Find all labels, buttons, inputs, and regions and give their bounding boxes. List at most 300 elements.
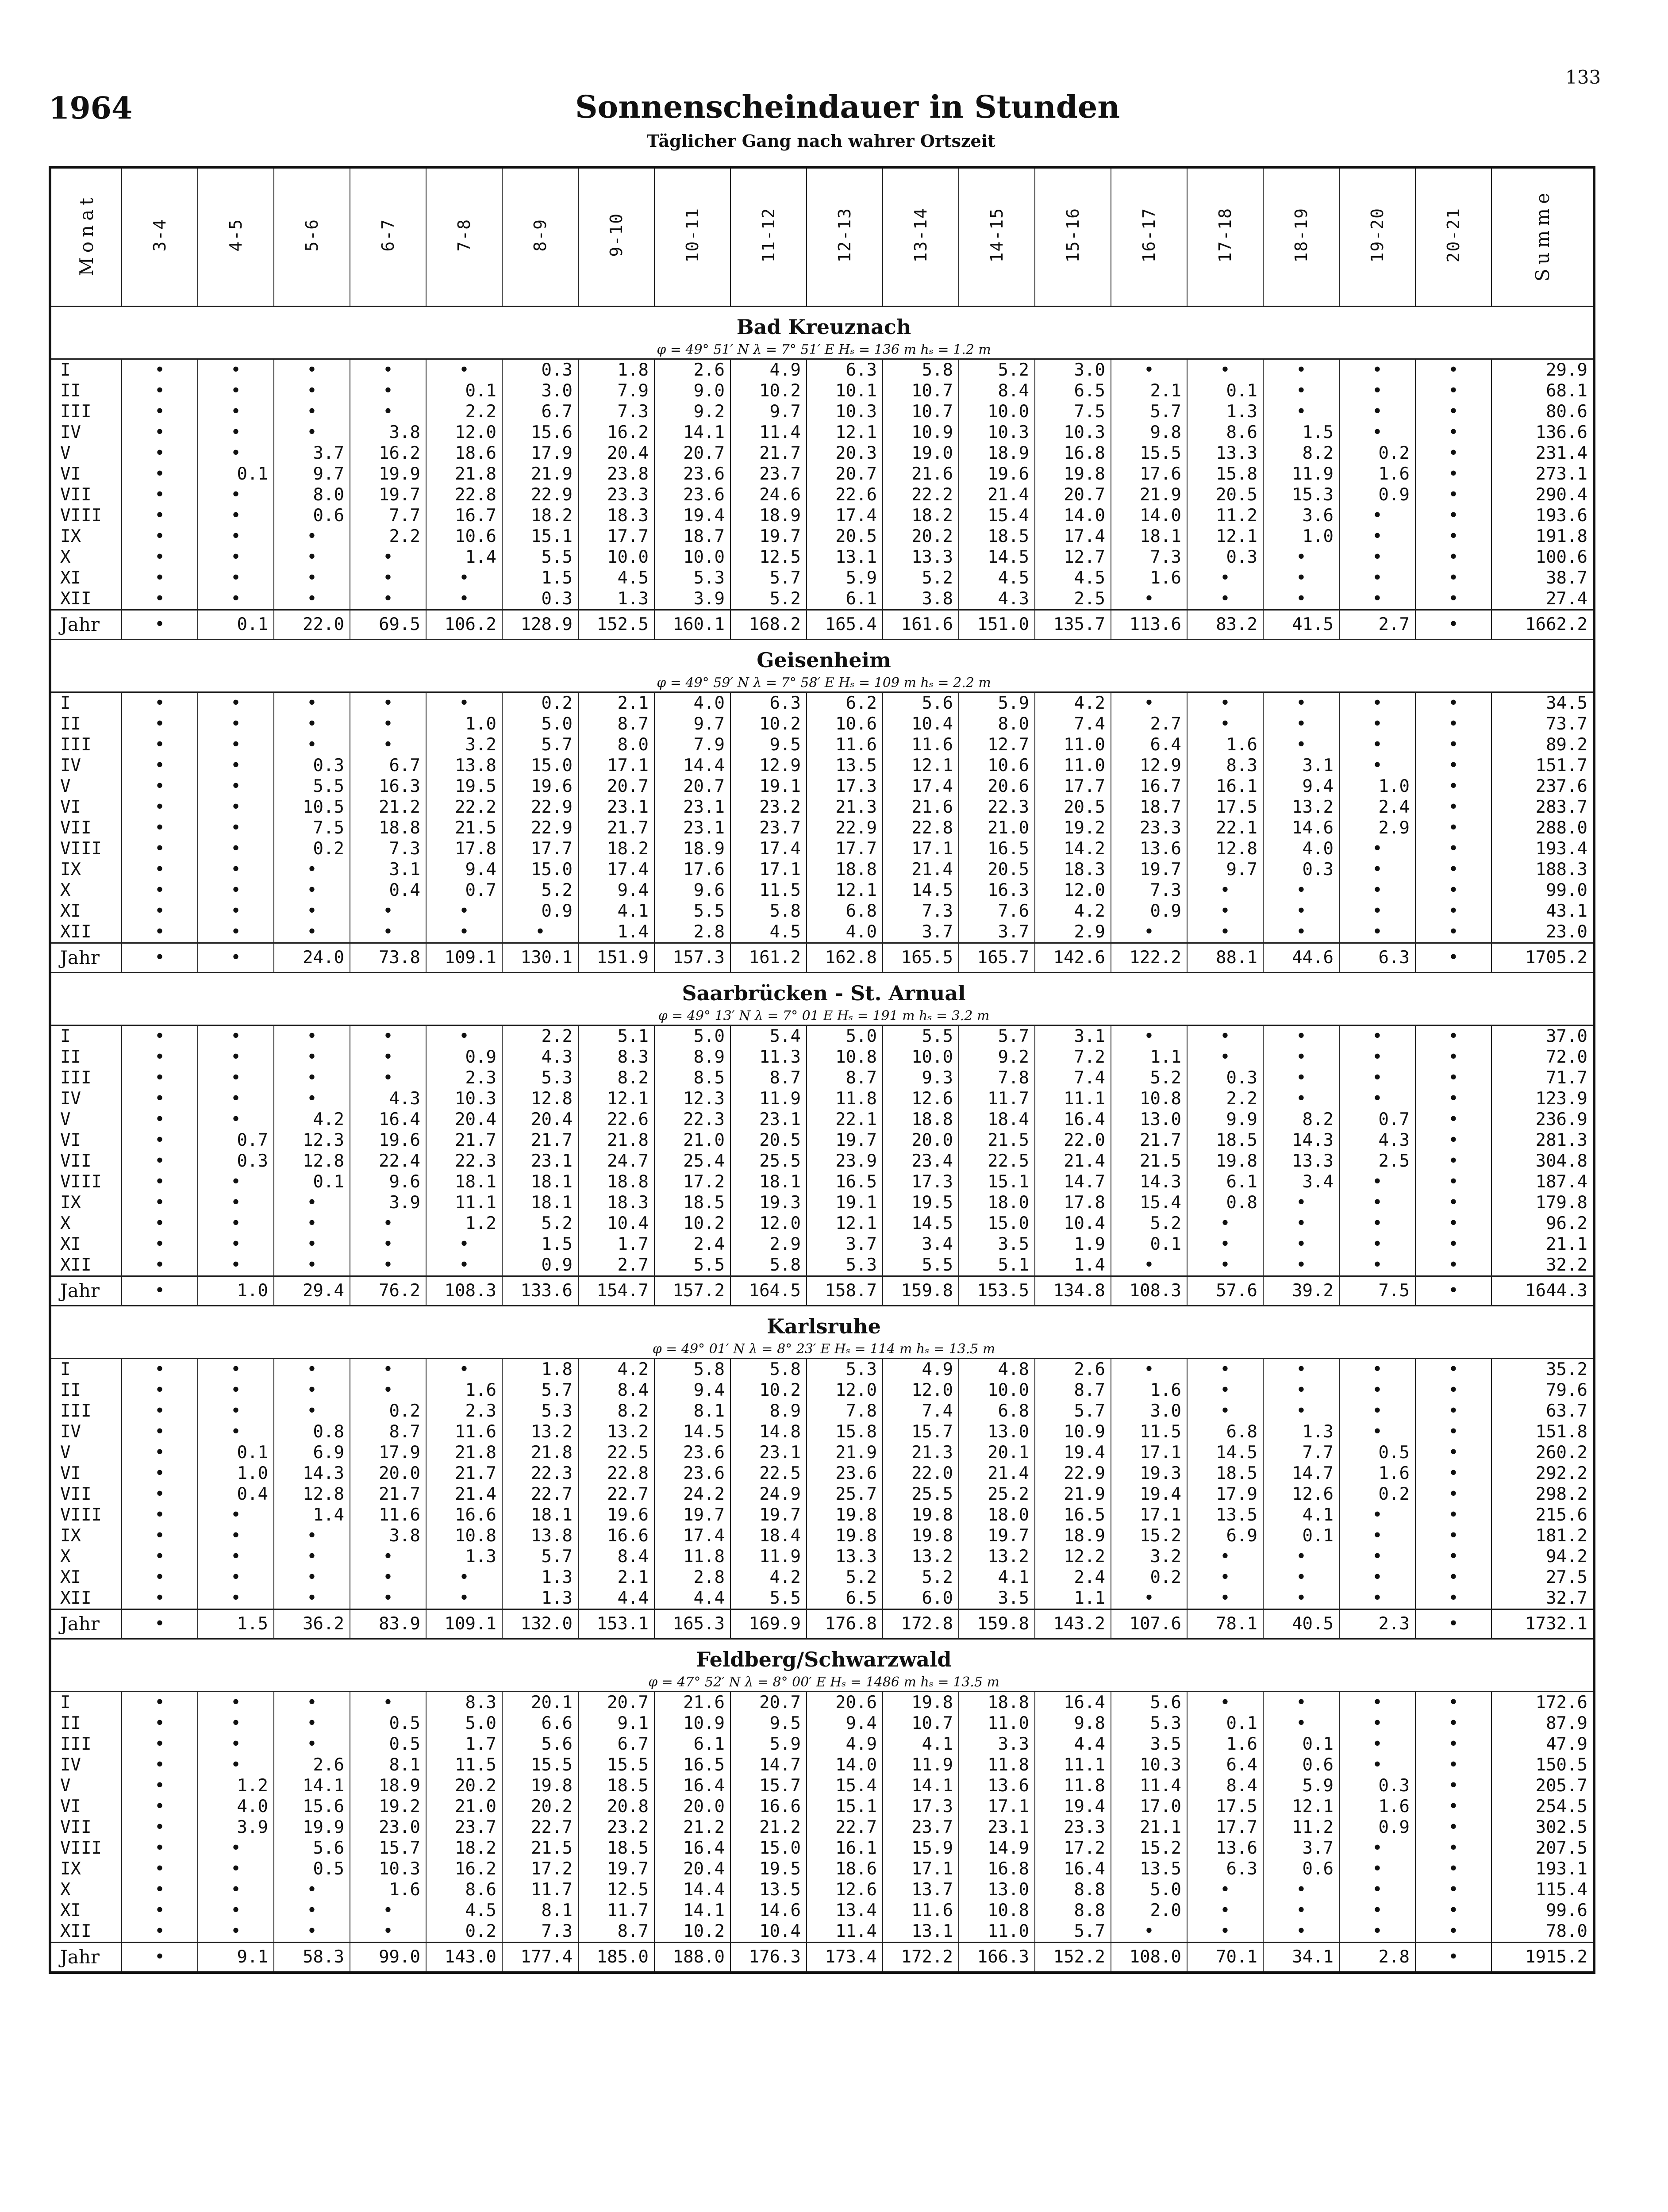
value-cell: 19.8 [807,1505,883,1525]
value-cell: • [1187,1025,1263,1047]
month-row [50,1068,1594,1088]
value-cell: 14.3 [274,1463,350,1484]
value-cell: • [502,922,578,943]
value-cell: • [198,547,274,568]
month-cell: V [60,443,71,463]
value-cell: • [1263,922,1339,943]
value-cell: • [350,692,426,714]
value-cell: • [274,422,350,443]
column-header [1339,167,1415,307]
value-cell: 160.1 [654,610,730,640]
value-cell: • [198,443,274,464]
month-row [50,1755,1594,1775]
value-cell: 3.7 [883,922,959,943]
value-cell: • [1263,1692,1339,1713]
value-cell: 78.1 [1187,1609,1263,1639]
value-cell: • [1187,880,1263,901]
value-cell: 1.5 [198,1609,274,1639]
value-cell: 21.4 [883,859,959,880]
value-cell: 11.8 [1035,1775,1111,1796]
value-cell: 6.3 [807,359,883,381]
value-cell: 10.6 [426,526,502,547]
value-cell: 11.2 [1263,1817,1339,1838]
value-cell: 10.0 [883,1047,959,1068]
value-cell: 21.5 [426,818,502,838]
value-cell: 19.4 [1035,1796,1111,1817]
value-cell: 134.8 [1035,1276,1111,1306]
value-cell: 3.8 [883,588,959,610]
value-cell: 1.7 [426,1734,502,1755]
value-cell: • [198,380,274,401]
value-cell: • [198,401,274,422]
value-cell: • [1415,1213,1491,1234]
value-cell: 22.3 [654,1109,730,1130]
month-row [50,1401,1594,1421]
month-cell: VII [60,1817,92,1837]
year-total-row [50,1276,1594,1306]
value-cell: 165.7 [959,943,1035,973]
value-cell: 15.4 [807,1775,883,1796]
value-cell: 17.4 [730,838,807,859]
value-cell: 13.6 [1187,1838,1263,1859]
value-cell: • [122,1879,198,1900]
value-cell: 16.6 [426,1505,502,1525]
value-cell: • [1415,359,1491,381]
value-cell: 5.0 [502,714,578,734]
month-cell: V [60,1776,71,1796]
value-cell: 9.6 [654,880,730,901]
value-cell: 3.7 [1263,1838,1339,1859]
value-cell: 12.2 [1035,1546,1111,1567]
value-cell: 14.6 [730,1900,807,1921]
value-cell: • [1415,1817,1491,1838]
value-cell: 12.1 [578,1088,654,1109]
value-cell: 0.3 [1187,1068,1263,1088]
value-cell: 5.8 [883,359,959,381]
value-cell: 19.1 [730,776,807,797]
value-cell: • [1339,734,1415,755]
value-cell: 4.4 [578,1588,654,1609]
value-cell: 23.1 [730,1442,807,1463]
value-cell: 27.4 [1491,588,1594,610]
value-cell: 18.9 [350,1775,426,1796]
value-cell: • [122,1380,198,1401]
value-cell: 17.9 [350,1442,426,1463]
column-header [122,167,198,307]
value-cell: 15.1 [807,1796,883,1817]
value-cell: • [1415,901,1491,922]
value-cell: • [198,1900,274,1921]
value-cell: • [1415,422,1491,443]
value-cell: 2.2 [1187,1088,1263,1109]
value-cell: • [350,380,426,401]
value-cell: 2.8 [654,1567,730,1588]
station-coordinates-row [50,1674,1594,1692]
value-cell: 14.7 [730,1755,807,1775]
page-number: 133 [1565,66,1601,88]
value-cell: • [122,1859,198,1879]
value-cell: 1.5 [502,568,578,588]
value-cell: 23.1 [654,818,730,838]
value-cell: 4.5 [730,922,807,943]
value-cell: 5.4 [730,1025,807,1047]
value-cell: 8.2 [1263,1109,1339,1130]
month-cell: VII [60,1151,92,1171]
value-cell: • [1263,1068,1339,1088]
month-row [50,1900,1594,1921]
value-cell: 3.0 [1111,1401,1187,1421]
value-cell: 21.9 [807,1442,883,1463]
value-cell: 11.9 [730,1088,807,1109]
value-cell: • [198,838,274,859]
value-cell: 193.1 [1491,1859,1594,1879]
month-row [50,464,1594,484]
value-cell: • [1339,1900,1415,1921]
value-cell: 11.0 [959,1921,1035,1943]
value-cell: 1644.3 [1491,1276,1594,1306]
month-cell: V [60,1443,71,1463]
value-cell: • [1187,1692,1263,1713]
value-cell: 2.6 [654,359,730,381]
value-cell: 12.9 [730,755,807,776]
value-cell: 3.0 [502,380,578,401]
value-cell: • [198,1859,274,1879]
column-header-label: 6-7 [378,218,398,252]
station-coordinates-row [50,1341,1594,1359]
value-cell: • [1187,922,1263,943]
month-cell: XI [60,1234,81,1254]
value-cell: • [1415,1088,1491,1109]
value-cell: 19.7 [1111,859,1187,880]
value-cell: 5.7 [730,568,807,588]
value-cell: 10.4 [730,1921,807,1943]
value-cell: • [1263,1380,1339,1401]
value-cell: 11.9 [1263,464,1339,484]
value-cell: 8.2 [578,1401,654,1421]
value-cell: 10.3 [426,1088,502,1109]
value-cell: 4.4 [654,1588,730,1609]
value-cell: 2.4 [1035,1567,1111,1588]
value-cell: 21.3 [883,1442,959,1463]
value-cell: • [274,1588,350,1609]
value-cell: 17.2 [654,1171,730,1192]
value-cell: • [122,401,198,422]
value-cell: 18.1 [426,1171,502,1192]
value-cell: 5.8 [730,1359,807,1380]
value-cell: 22.9 [807,818,883,838]
month-cell: Jahr [50,1943,122,1973]
value-cell: 3.8 [350,422,426,443]
month-cell: IX [60,1859,81,1879]
value-cell: 21.8 [502,1442,578,1463]
value-cell: 3.9 [654,588,730,610]
value-cell: 20.6 [959,776,1035,797]
value-cell: 17.9 [502,443,578,464]
value-cell: 23.9 [807,1151,883,1171]
value-cell: • [122,359,198,381]
value-cell: 187.4 [1491,1171,1594,1192]
value-cell: 10.8 [1111,1088,1187,1109]
value-cell: 292.2 [1491,1463,1594,1484]
value-cell: • [274,1900,350,1921]
value-cell: 3.1 [350,859,426,880]
value-cell: 0.2 [502,692,578,714]
value-cell: 34.1 [1263,1943,1339,1973]
value-cell: • [1111,1255,1187,1276]
value-cell: • [122,1151,198,1171]
value-cell: • [122,776,198,797]
value-cell: 4.5 [426,1900,502,1921]
value-cell: • [1415,1401,1491,1421]
station-coordinates-row [50,675,1594,692]
value-cell: 4.8 [959,1359,1035,1380]
value-cell: 143.2 [1035,1609,1111,1639]
value-cell: 19.7 [959,1525,1035,1546]
value-cell: 1.3 [426,1546,502,1567]
value-cell: 22.8 [578,1463,654,1484]
value-cell: 133.6 [502,1276,578,1306]
value-cell: 17.5 [1187,797,1263,818]
column-header [426,167,502,307]
value-cell: 5.5 [654,901,730,922]
value-cell: 142.6 [1035,943,1111,973]
value-cell: 21.0 [959,818,1035,838]
value-cell: 1732.1 [1491,1609,1594,1639]
value-cell: 11.6 [426,1421,502,1442]
value-cell: • [274,1255,350,1276]
value-cell: 19.4 [654,505,730,526]
value-cell: • [350,734,426,755]
value-cell: 6.1 [654,1734,730,1755]
column-header-row [50,167,1594,307]
value-cell: 3.7 [807,1234,883,1255]
value-cell: 5.2 [502,1213,578,1234]
station-header-row [50,973,1594,1008]
value-cell: • [1187,1401,1263,1421]
value-cell: • [1187,714,1263,734]
value-cell: 3.9 [350,1192,426,1213]
month-cell: VI [60,1463,81,1483]
value-cell: 83.2 [1187,610,1263,640]
value-cell: • [198,1025,274,1047]
value-cell: 4.0 [1263,838,1339,859]
value-cell: • [122,880,198,901]
value-cell: • [274,359,350,381]
month-cell: VI [60,797,81,817]
column-header-label: 19-20 [1368,207,1387,263]
value-cell: • [122,818,198,838]
value-cell: 7.4 [1035,714,1111,734]
month-cell: VII [60,485,92,505]
value-cell: • [1415,1505,1491,1525]
value-cell: • [122,838,198,859]
value-cell: • [1415,1943,1491,1973]
column-header-label: 5-6 [302,218,322,252]
value-cell: 9.9 [1187,1109,1263,1130]
value-cell: 1.3 [502,1588,578,1609]
value-cell: 7.6 [959,901,1035,922]
value-cell: 10.8 [807,1047,883,1068]
value-cell: 205.7 [1491,1775,1594,1796]
value-cell: 1.4 [1035,1255,1111,1276]
value-cell: 2.1 [578,1567,654,1588]
value-cell: • [122,1255,198,1276]
value-cell: 16.7 [1111,776,1187,797]
value-cell: • [426,1234,502,1255]
value-cell: 15.4 [1111,1192,1187,1213]
value-cell: 5.2 [1111,1213,1187,1234]
value-cell: • [426,1255,502,1276]
month-cell: VII [60,1484,92,1504]
month-cell: I [60,1359,71,1379]
value-cell: 5.5 [654,1255,730,1276]
value-cell: • [198,1213,274,1234]
value-cell: 15.8 [1187,464,1263,484]
value-cell: • [198,526,274,547]
value-cell: 18.7 [1111,797,1187,818]
value-cell: 21.5 [1111,1151,1187,1171]
value-cell: • [1187,1359,1263,1380]
value-cell: 21.0 [654,1130,730,1151]
value-cell: • [1415,755,1491,776]
value-cell: 47.9 [1491,1734,1594,1755]
value-cell: • [274,1088,350,1109]
value-cell: 0.3 [1263,859,1339,880]
value-cell: 4.2 [1035,692,1111,714]
value-cell: • [1263,380,1339,401]
value-cell: • [122,1713,198,1734]
value-cell: • [274,1879,350,1900]
month-row [50,588,1594,610]
value-cell: 10.0 [959,401,1035,422]
value-cell: 108.3 [1111,1276,1187,1306]
value-cell: • [274,588,350,610]
value-cell: 5.7 [1111,401,1187,422]
value-cell: • [198,1921,274,1943]
value-cell: • [1263,880,1339,901]
value-cell: 10.8 [959,1900,1035,1921]
value-cell: 5.8 [654,1359,730,1380]
value-cell: 18.8 [883,1109,959,1130]
value-cell: • [122,1505,198,1525]
value-cell: 20.1 [502,1692,578,1713]
value-cell: 11.0 [959,1713,1035,1734]
value-cell: 20.7 [578,1692,654,1713]
month-cell: Jahr [50,610,122,640]
value-cell: 15.4 [959,505,1035,526]
value-cell: 23.3 [1111,818,1187,838]
value-cell: 0.8 [274,1421,350,1442]
value-cell: • [1415,505,1491,526]
value-cell: • [1339,922,1415,943]
value-cell: 7.8 [807,1401,883,1421]
value-cell: • [1415,1109,1491,1130]
value-cell: 2.1 [578,692,654,714]
value-cell: • [1339,1525,1415,1546]
value-cell: 19.8 [1187,1151,1263,1171]
value-cell: 6.1 [807,588,883,610]
value-cell: 1.0 [198,1276,274,1306]
value-cell: 19.5 [883,1192,959,1213]
value-cell: 5.2 [1111,1068,1187,1088]
value-cell: • [1339,1255,1415,1276]
value-cell: • [274,1192,350,1213]
value-cell: • [1415,1692,1491,1713]
value-cell: 13.2 [502,1421,578,1442]
value-cell: 17.1 [578,755,654,776]
value-cell: 7.5 [274,818,350,838]
value-cell: • [1187,568,1263,588]
value-cell: • [122,943,198,973]
value-cell: 20.7 [1035,484,1111,505]
value-cell: 11.9 [730,1546,807,1567]
value-cell: 23.8 [578,464,654,484]
value-cell: 8.1 [502,1900,578,1921]
value-cell: 22.6 [807,484,883,505]
value-cell: 40.5 [1263,1609,1339,1639]
column-header [50,167,122,307]
column-header-label: 7-8 [454,218,474,252]
value-cell: 12.0 [730,1213,807,1234]
value-cell: 18.1 [502,1171,578,1192]
value-cell: 17.1 [883,838,959,859]
value-cell: 21.6 [883,464,959,484]
value-cell: 5.0 [426,1713,502,1734]
value-cell: 20.4 [654,1859,730,1879]
value-cell: 14.1 [883,1775,959,1796]
page-title: Sonnenscheindauer in Stunden [575,88,1120,125]
value-cell: • [350,401,426,422]
value-cell: 16.2 [350,443,426,464]
value-cell: • [1339,755,1415,776]
value-cell: 16.5 [807,1171,883,1192]
month-row [50,1817,1594,1838]
value-cell: 10.0 [654,547,730,568]
value-cell: • [1415,568,1491,588]
value-cell: 21.9 [1035,1484,1111,1505]
value-cell: • [350,1255,426,1276]
value-cell: 22.0 [883,1463,959,1484]
value-cell: 21.8 [578,1130,654,1151]
value-cell: 154.7 [578,1276,654,1306]
value-cell: • [122,1609,198,1639]
month-cell: IV [60,1089,81,1109]
value-cell: • [198,588,274,610]
value-cell: 14.0 [807,1755,883,1775]
value-cell: • [1187,1879,1263,1900]
value-cell: • [1415,443,1491,464]
value-cell: 16.6 [578,1525,654,1546]
value-cell: 18.1 [502,1505,578,1525]
value-cell: 16.1 [1187,776,1263,797]
value-cell: 23.0 [1491,922,1594,943]
value-cell: 13.3 [883,547,959,568]
value-cell: 5.7 [502,1546,578,1567]
value-cell: 15.5 [1111,443,1187,464]
value-cell: • [426,568,502,588]
value-cell: 151.7 [1491,755,1594,776]
month-row [50,1088,1594,1109]
value-cell: 19.6 [502,776,578,797]
value-cell: 172.8 [883,1609,959,1639]
value-cell: • [1263,714,1339,734]
value-cell: • [122,1442,198,1463]
value-cell: 17.1 [959,1796,1035,1817]
value-cell: 18.5 [959,526,1035,547]
value-cell: 254.5 [1491,1796,1594,1817]
value-cell: 14.3 [1263,1130,1339,1151]
value-cell: 10.3 [807,401,883,422]
